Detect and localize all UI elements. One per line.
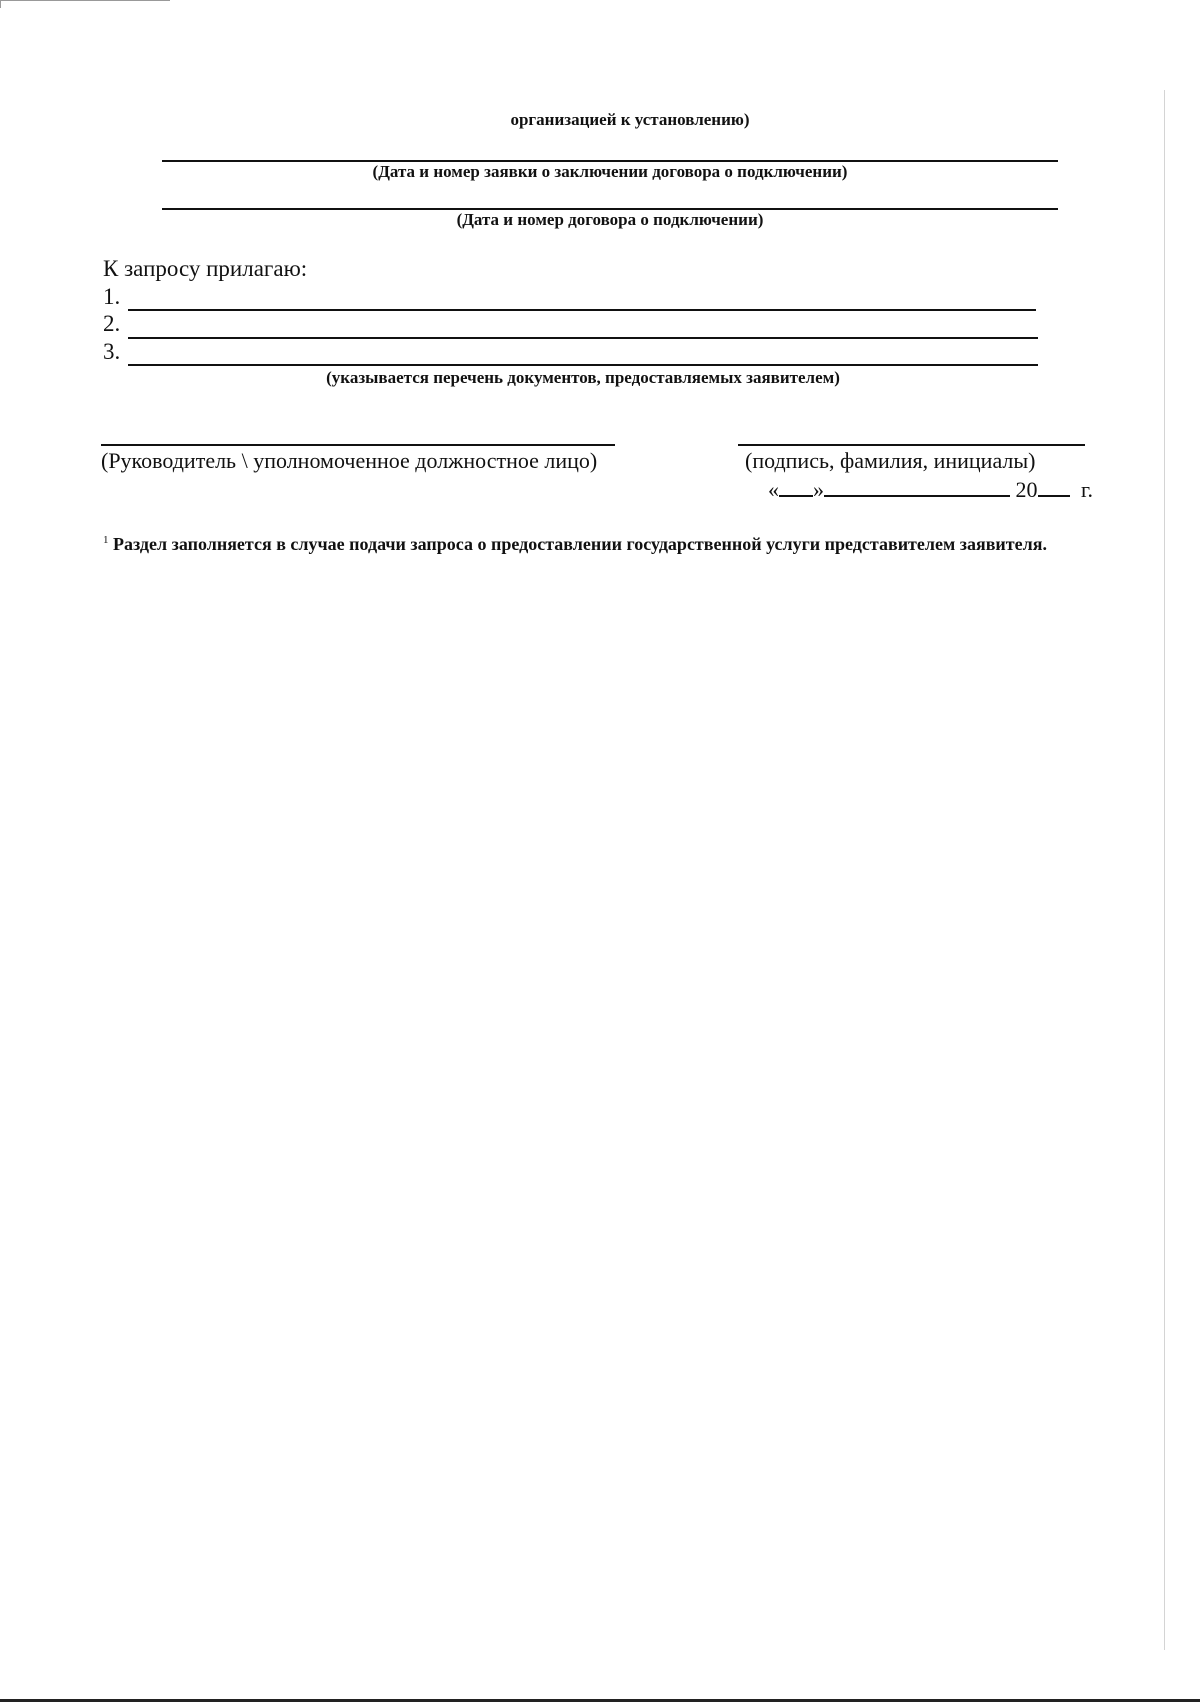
- signature-name-line: [738, 444, 1085, 446]
- footnote-text: Раздел заполняется в случае подачи запроса о предоставлении государственной услуги представителем заявителя.: [113, 534, 1047, 554]
- date-close-quote: »: [813, 477, 824, 502]
- attachment-item-3-number: 3.: [103, 339, 121, 364]
- date-fill-line: [768, 477, 1093, 503]
- date-year-suffix: г.: [1081, 477, 1094, 502]
- scan-edge-top-left: [0, 0, 1, 8]
- date-year-prefix: 20: [1015, 477, 1038, 502]
- attachment-item-1-number: 1.: [103, 284, 121, 309]
- official-title-label: (Руководитель \ уполномоченное должностное лицо): [101, 448, 598, 473]
- date-day-blank: [779, 477, 813, 497]
- attachment-item-2-number: 2.: [103, 311, 121, 336]
- scan-edge-top: [0, 0, 170, 1]
- date-year-blank: [1038, 477, 1070, 497]
- footnote: [103, 526, 1123, 559]
- signature-name-label: (подпись, фамилия, инициалы): [745, 448, 1036, 473]
- scan-edge-right: [1164, 90, 1165, 1650]
- date-month-blank: [824, 477, 1010, 497]
- date-open-quote: «: [768, 477, 779, 502]
- top-line-text: организацией к установлению): [510, 110, 750, 129]
- attachments-caption: (указывается перечень документов, предоставляемых заявителем): [326, 368, 840, 387]
- contract-date-caption: (Дата и номер договора о подключении): [456, 210, 764, 229]
- official-signature-line: [101, 444, 615, 446]
- footnote-marker: 1: [103, 534, 109, 546]
- attachment-item-1-line: [128, 309, 1036, 311]
- attachment-item-3-line: [128, 364, 1038, 366]
- attachment-item-2-line: [128, 337, 1038, 339]
- application-date-caption: (Дата и номер заявки о заключении договора о подключении): [372, 162, 848, 181]
- attachments-heading: К запросу прилагаю:: [103, 256, 308, 281]
- scan-edge-bottom: [0, 1699, 1200, 1702]
